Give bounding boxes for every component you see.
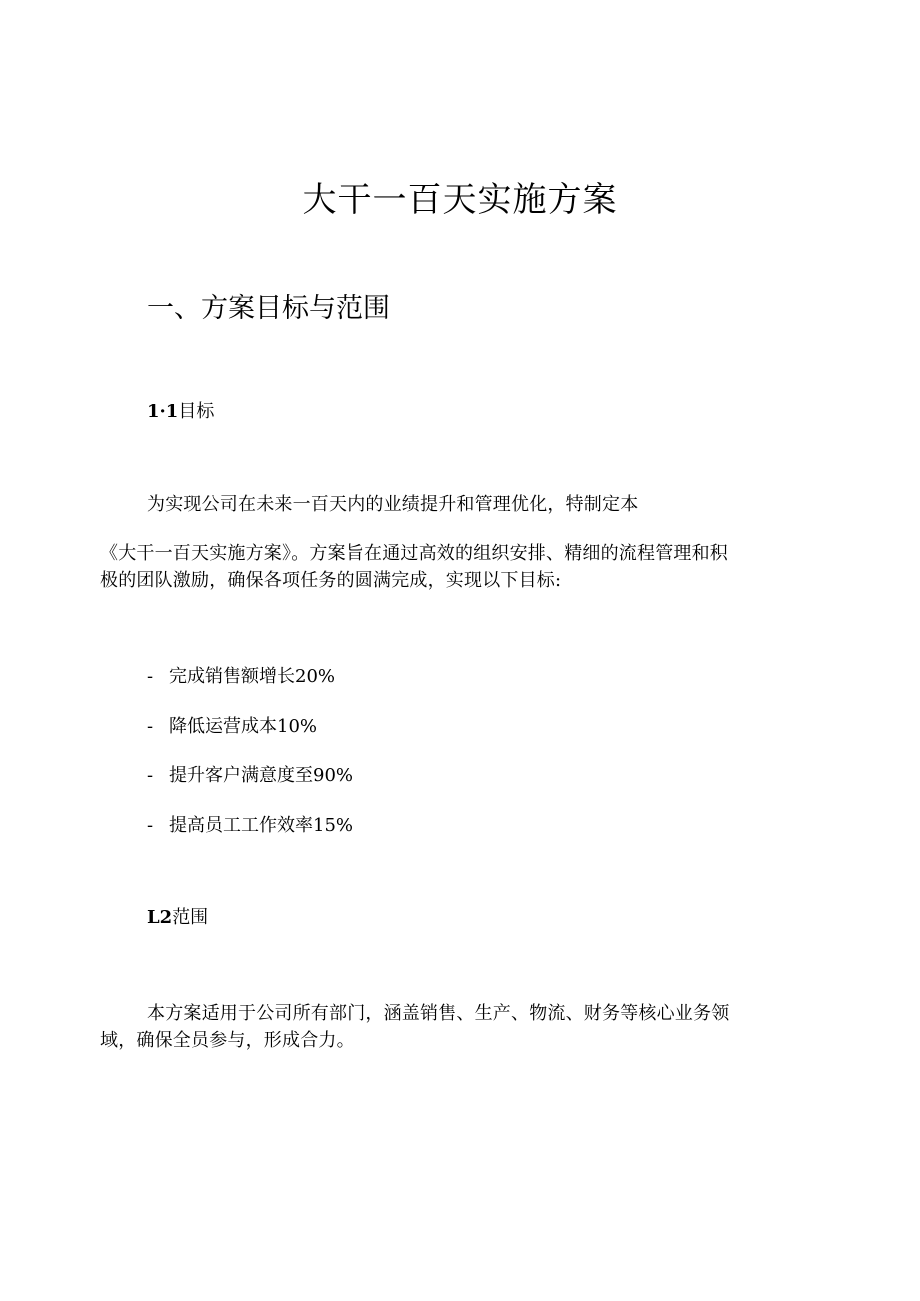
goal-intro-line-3: 极的团队激励，确保各项任务的圆满完成，实现以下目标: <box>100 570 562 591</box>
list-item-text: 提升客户满意度至90% <box>169 765 354 786</box>
list-bullet: - <box>147 814 154 836</box>
list-bullet: - <box>147 765 154 786</box>
scope-heading-label: 范围 <box>172 907 209 928</box>
list-item-text: 提高员工工作效率15% <box>169 814 354 836</box>
goal-intro-line-2: 《大干一百天实施方案》。方案旨在通过高效的组织安排、精细的流程管理和积 <box>100 543 728 564</box>
goal-heading <box>147 399 214 425</box>
list-item-text: 降低运营成本10% <box>169 715 318 737</box>
goal-intro-line-1: 为实现公司在未来一百天内的业绩提升和管理优化，特制定本 <box>147 494 639 515</box>
goal-list <box>147 664 353 862</box>
section-title: 一、方案目标与范围 <box>147 293 390 324</box>
list-bullet: - <box>147 666 154 687</box>
goal-heading-label: 目标 <box>178 401 215 422</box>
scope-text-line-1: 本方案适用于公司所有部门，涵盖销售、生产、物流、财务等核心业务领 <box>147 1003 730 1024</box>
document-title: 大干一百天实施方案 <box>302 180 618 220</box>
list-item-text: 完成销售额增长20% <box>169 666 336 687</box>
list-item <box>147 714 353 764</box>
scope-heading <box>147 905 208 931</box>
list-bullet: - <box>147 715 154 737</box>
list-item <box>147 763 353 813</box>
scope-heading-number: L2 <box>147 907 173 928</box>
list-item <box>147 813 353 863</box>
list-item <box>147 664 353 714</box>
scope-text-line-2: 域，确保全员参与，形成合力。 <box>100 1030 355 1051</box>
goal-heading-number: 1·1 <box>147 401 179 422</box>
